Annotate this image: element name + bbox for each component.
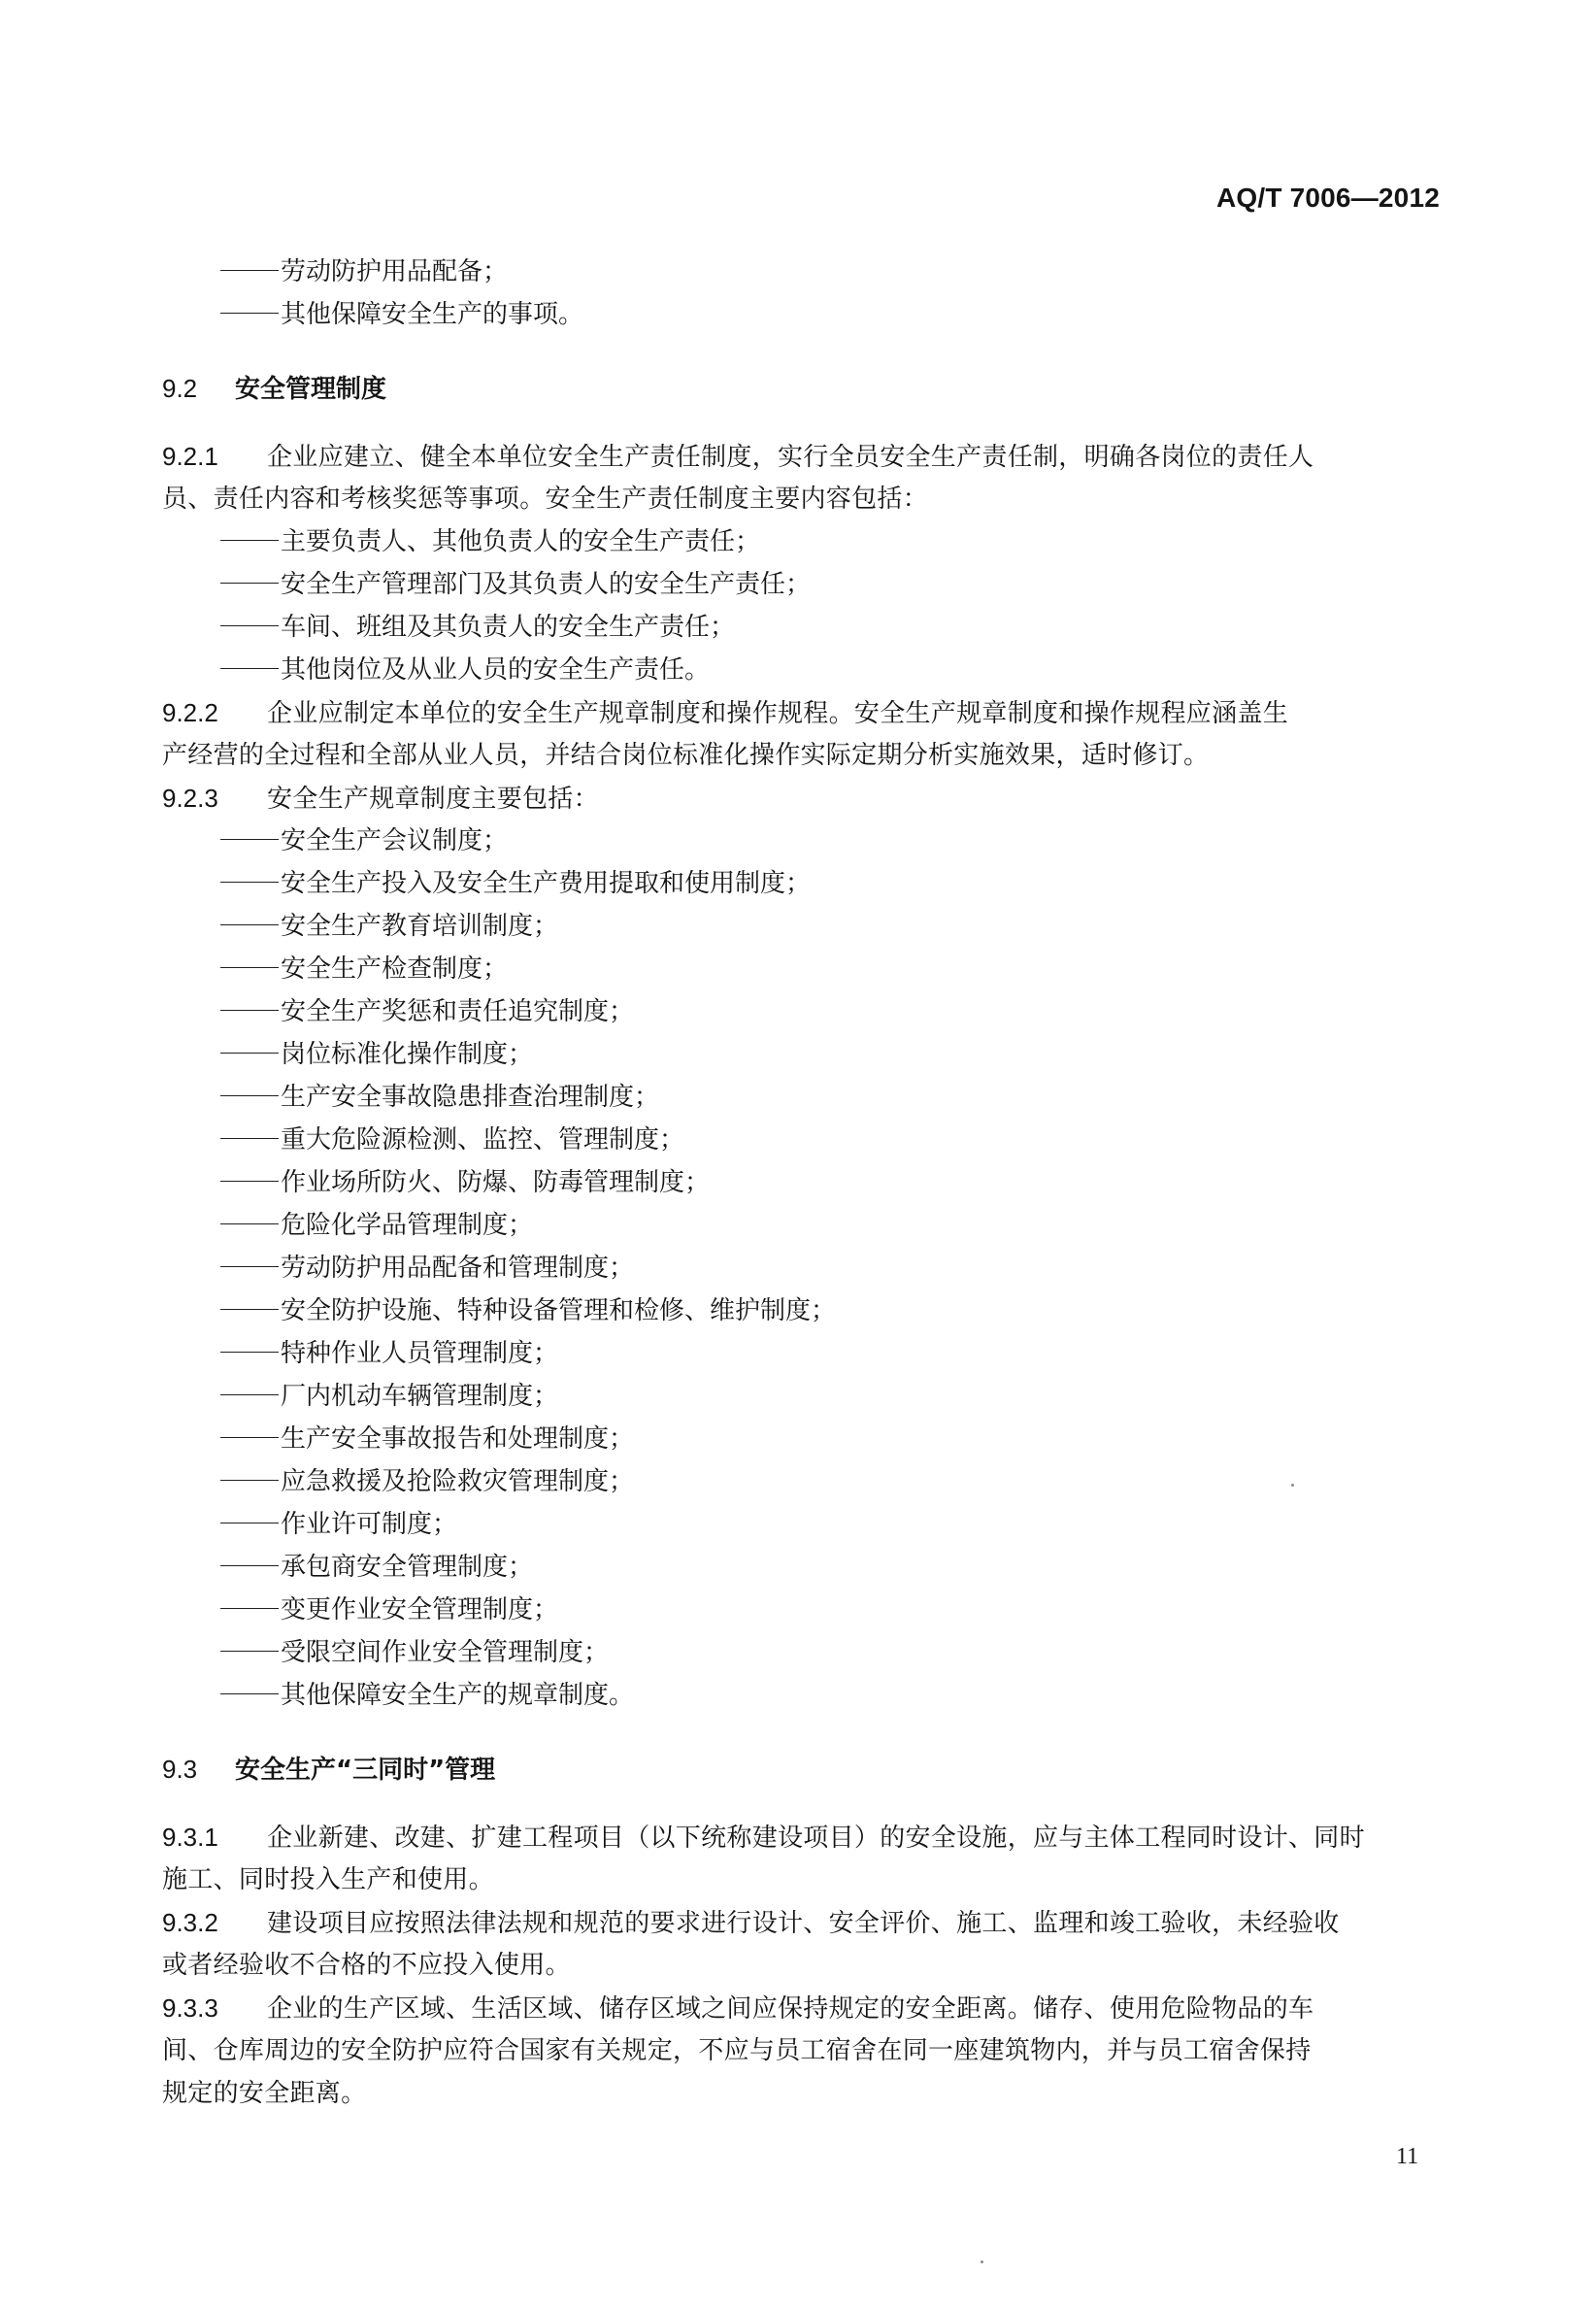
list-item: 特种作业人员管理制度； — [162, 1332, 1436, 1375]
list-item: 安全生产投入及安全生产费用提取和使用制度； — [162, 862, 1436, 905]
em-dash-marker — [220, 1608, 279, 1609]
list-item: 生产安全事故隐患排查治理制度； — [162, 1076, 1436, 1119]
clause-text: 安全生产规章制度主要包括： — [267, 785, 599, 814]
clause-text: 企业应制定本单位的安全生产规章制度和操作规程。安全生产规章制度和操作规程应涵盖生 — [267, 699, 1289, 728]
em-dash-marker — [220, 668, 279, 669]
list-item: 安全防护设施、特种设备管理和检修、维护制度； — [162, 1289, 1436, 1332]
em-dash-marker — [220, 1693, 279, 1694]
em-dash-marker — [220, 1095, 279, 1096]
section-heading-9-3 — [162, 1748, 1436, 1791]
clause-text: 企业新建、改建、扩建工程项目（以下统称建设项目）的安全设施，应与主体工程同时设计、同时 — [267, 1824, 1365, 1853]
clause-text: 建设项目应按照法律法规和规范的要求进行设计、安全评价、施工、监理和竣工验收，未经验收 — [267, 1909, 1340, 1938]
em-dash-marker — [220, 1394, 279, 1395]
clause-text: 企业的生产区域、生活区域、储存区域之间应保持规定的安全距离。储存、使用危险物品的车 — [267, 1994, 1314, 2024]
clause-9-3-2 — [162, 1901, 1436, 1987]
clause-text: 规定的安全距离。 — [162, 2079, 367, 2108]
scan-speck — [981, 2260, 983, 2263]
em-dash-marker — [220, 967, 279, 968]
em-dash-marker — [220, 1053, 279, 1054]
em-dash-marker — [220, 1010, 279, 1011]
list-item: 其他保障安全生产的事项。 — [162, 293, 1436, 336]
clause-number: 9.3.3 — [162, 1993, 218, 2023]
page-number: 11 — [1396, 2144, 1419, 2169]
list-item: 其他保障安全生产的规章制度。 — [162, 1674, 1436, 1717]
em-dash-marker — [220, 540, 279, 541]
em-dash-marker — [220, 1437, 279, 1438]
em-dash-marker — [220, 1223, 279, 1224]
em-dash-marker — [220, 924, 279, 925]
list-item: 安全生产管理部门及其负责人的安全生产责任； — [162, 563, 1436, 606]
em-dash-marker — [220, 1266, 279, 1267]
clause-text: 施工、同时投入生产和使用。 — [162, 1865, 494, 1894]
clause-number: 9.3.2 — [162, 1908, 218, 1937]
list-item: 主要负责人、其他负责人的安全生产责任； — [162, 520, 1436, 563]
list-item: 作业许可制度； — [162, 1503, 1436, 1546]
em-dash-marker — [220, 1565, 279, 1566]
page-content — [162, 251, 1436, 2115]
clause-text: 产经营的全过程和全部从业人员，并结合岗位标准化操作实际定期分析实施效果，适时修订。 — [162, 741, 1210, 770]
list-item: 应急救援及抢险救灾管理制度； — [162, 1460, 1436, 1503]
em-dash-marker — [220, 270, 279, 271]
section-number: 9.2 — [162, 374, 198, 403]
em-dash-marker — [220, 1138, 279, 1139]
list-item: 岗位标准化操作制度； — [162, 1033, 1436, 1076]
em-dash-marker — [220, 839, 279, 840]
list-item: 劳动防护用品配备和管理制度； — [162, 1247, 1436, 1289]
section-title: 安全生产“三同时”管理 — [235, 1756, 496, 1785]
em-dash-marker — [220, 882, 279, 883]
list-item: 安全生产检查制度； — [162, 948, 1436, 990]
section-heading-9-2 — [162, 367, 1436, 410]
clause-number: 9.3.1 — [162, 1823, 218, 1852]
list-item: 劳动防护用品配备； — [162, 251, 1436, 293]
section-number: 9.3 — [162, 1755, 198, 1784]
list-item: 厂内机动车辆管理制度； — [162, 1375, 1436, 1418]
em-dash-marker — [220, 625, 279, 626]
clause-number: 9.2.1 — [162, 442, 218, 471]
em-dash-marker — [220, 1651, 279, 1652]
list-item: 生产安全事故报告和处理制度； — [162, 1418, 1436, 1460]
clause-text: 间、仓库周边的安全防护应符合国家有关规定，不应与员工宿舍在同一座建筑物内，并与员工宿舍保持 — [162, 2036, 1312, 2065]
clause-text: 企业应建立、健全本单位安全生产责任制度，实行全员安全生产责任制，明确各岗位的责任人 — [267, 443, 1314, 472]
em-dash-marker — [220, 1352, 279, 1353]
section-title: 安全管理制度 — [235, 375, 387, 404]
clause-9-2-1 — [162, 435, 1436, 520]
em-dash-marker — [220, 1480, 279, 1481]
list-item: 其他岗位及从业人员的安全生产责任。 — [162, 649, 1436, 691]
list-item: 作业场所防火、防爆、防毒管理制度； — [162, 1161, 1436, 1204]
list-item: 重大危险源检测、监控、管理制度； — [162, 1119, 1436, 1161]
standard-code: AQ/T 7006—2012 — [1215, 183, 1440, 213]
clause-number: 9.2.3 — [162, 784, 218, 813]
scan-speck — [1291, 1484, 1294, 1487]
em-dash-marker — [220, 1309, 279, 1310]
em-dash-marker — [220, 313, 279, 314]
em-dash-marker — [220, 583, 279, 584]
em-dash-marker — [220, 1181, 279, 1182]
clause-number: 9.2.2 — [162, 698, 218, 727]
list-item: 安全生产奖惩和责任追究制度； — [162, 990, 1436, 1033]
list-item: 车间、班组及其负责人的安全生产责任； — [162, 606, 1436, 649]
list-item: 受限空间作业安全管理制度； — [162, 1631, 1436, 1674]
clause-text: 员、责任内容和考核奖惩等事项。安全生产责任制度主要内容包括： — [162, 485, 929, 514]
clause-text: 或者经验收不合格的不应投入使用。 — [162, 1951, 571, 1980]
clause-9-2-3 — [162, 777, 1436, 820]
list-item: 安全生产会议制度； — [162, 820, 1436, 862]
list-item: 变更作业安全管理制度； — [162, 1589, 1436, 1631]
list-item: 安全生产教育培训制度； — [162, 905, 1436, 948]
list-item: 承包商安全管理制度； — [162, 1546, 1436, 1589]
clause-9-3-1 — [162, 1816, 1436, 1901]
clause-9-2-2 — [162, 691, 1436, 777]
clause-9-3-3 — [162, 1987, 1436, 2115]
list-item: 危险化学品管理制度； — [162, 1204, 1436, 1247]
